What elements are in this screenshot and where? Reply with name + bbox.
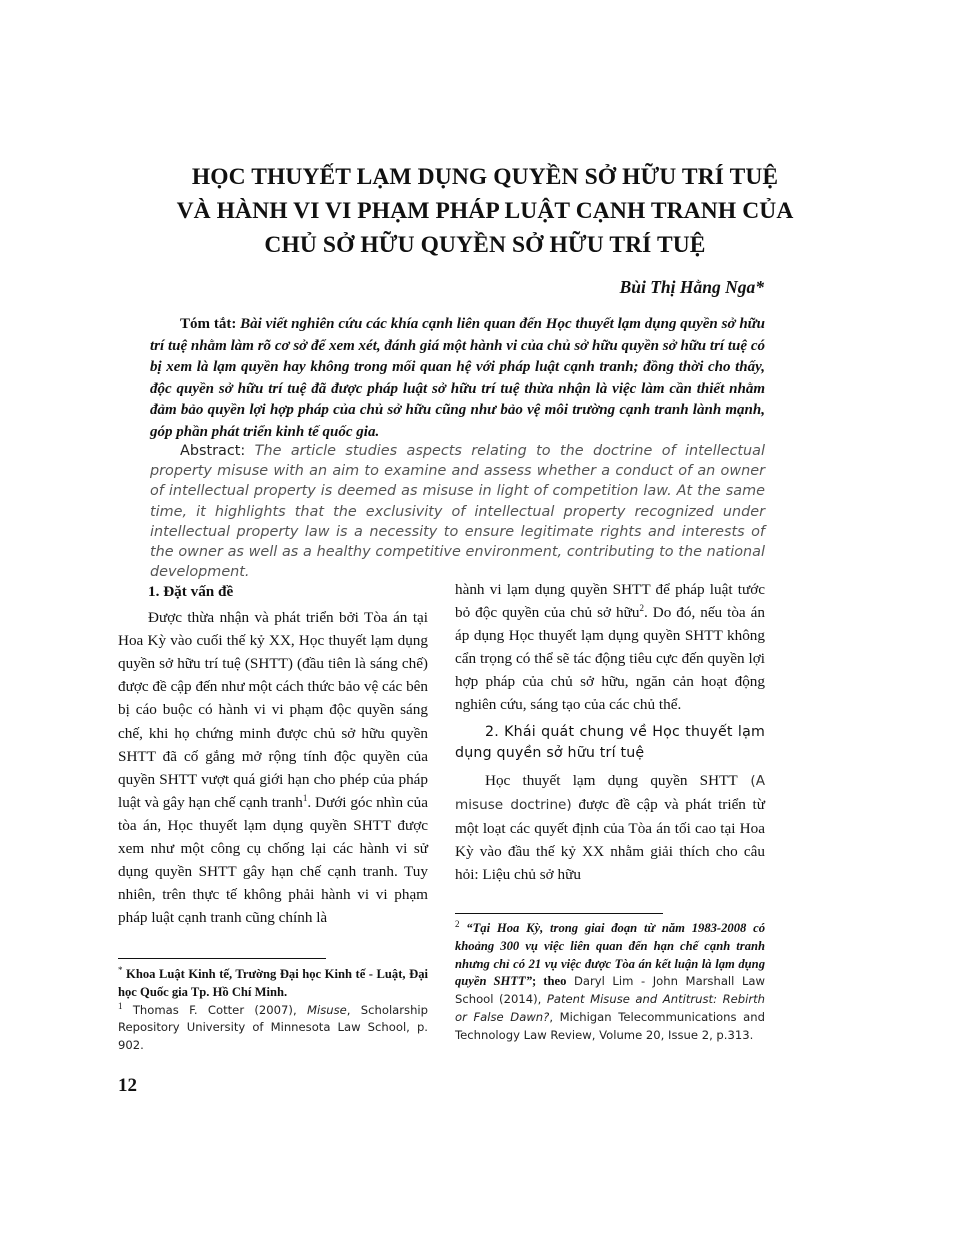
footnote-2-part-c: , Michigan Telecommunications and Technology Law Review, Volume 20, Issue 2, p.313. — [455, 1009, 765, 1042]
footnote-1-mark: 1 — [118, 1000, 123, 1011]
abstract-vietnamese — [150, 314, 765, 443]
author-name: Bùi Thị Hằng Nga* — [619, 277, 764, 297]
footnote-2-mark: 2 — [455, 918, 460, 929]
abstract-vi-label: Tóm tắt: — [180, 316, 237, 332]
title-line-1: HỌC THUYẾT LẠM DỤNG QUYỀN SỞ HỮU TRÍ TUỆ — [191, 164, 779, 190]
footnote-2-part-b: Daryl Lim - John Marshall Law School (2014), — [455, 974, 766, 1007]
section-1-paragraph — [118, 606, 428, 929]
footnote-2-part-a: ; theo — [532, 974, 567, 989]
title-line-3: CHỦ SỞ HỮU QUYỀN SỞ HỮU TRÍ TUỆ — [264, 232, 706, 258]
footnote-2-quote: “Tại Hoa Kỳ, trong giai đoạn từ năm 1983-2008 có khoảng 300 vụ việc liên quan đến hạn chế cạnh tranh nhưng chỉ có 21 vụ việc được Tòa án kết luận là lạm dụng quyền SHTT” — [455, 921, 765, 989]
footnote-2 — [455, 920, 765, 1045]
left-column — [118, 580, 428, 929]
section-2-heading: 2. Khái quát chung về Học thuyết lạm dụng quyền sở hữu trí tuệ — [455, 723, 765, 762]
para2-part-b: được đề cập và phát triển từ một loạt các quyết định của Tòa án tối cao tại Hoa Kỳ vào đầu thế kỷ XX nhằm giải thích cho câu hỏi: Liệu chủ sở hữu — [455, 795, 765, 883]
continued-paragraph — [455, 578, 765, 717]
section-1-number: 1. — [148, 583, 160, 600]
footnote-1 — [118, 1002, 428, 1055]
abstract-en-label: Abstract: — [180, 443, 246, 459]
title-line-2: VÀ HÀNH VI VI PHẠM PHÁP LUẬT CẠNH TRANH CỦA — [176, 198, 794, 224]
footnote-star-text: Khoa Luật Kinh tế, Trường Đại học Kinh tế - Luật, Đại học Quốc gia Tp. Hồ Chí Minh. — [118, 967, 428, 999]
footnote-divider-left — [118, 958, 326, 959]
footnote-star-mark: * — [118, 964, 123, 975]
footnote-divider-right — [455, 913, 663, 914]
cont-part-a: hành vi lạm dụng quyền SHTT để pháp luật tước bỏ độc quyền của chủ sở hữu — [455, 581, 765, 622]
footnotes-left — [118, 966, 428, 1055]
para2-english-term: (A misuse doctrine) — [455, 772, 765, 813]
para2-part-a: Học thuyết lạm dụng quyền SHTT — [485, 771, 738, 789]
section-2-paragraph — [455, 769, 765, 886]
para1-part-a: Được thừa nhận và phát triển bởi Tòa án tại Hoa Kỳ vào cuối thế kỷ XX, Học thuyết lạm dụng quyền sở hữu trí tuệ (SHTT) (đầu tiên là sáng chế) được đề cập đến như một cách thức bảo vệ các bên bị cáo buộc có hành vi vi phạm độc quyền sáng chế, khi họ chứng minh được chủ sở hữu quyền SHTT đã cố gắng mở rộng tính độc quyền của quyền SHTT vượt quá giới hạn cho phép của pháp luật và gây hạn chế cạnh tranh — [118, 609, 428, 811]
abstract-english — [150, 441, 765, 582]
cont-part-b: . Do đó, nếu tòa án áp dụng Học thuyết lạm dụng quyền SHTT không cẩn trọng có thể sẽ tác động tiêu cực đến quyền lợi hợp pháp của chủ sở hữu, ngăn cản hoạt động nghiên cứu, sáng tạo của các chủ thể. — [455, 604, 765, 714]
footnote-ref-2: 2 — [639, 603, 644, 614]
page-number: 12 — [118, 1075, 137, 1096]
footnote-2-title: Patent Misuse and Antitrust: Rebirth or False Dawn? — [455, 992, 765, 1024]
abstract-vi-text: Bài viết nghiên cứu các khía cạnh liên quan đến Học thuyết lạm dụng quyền sở hữu trí tuệ nhằm làm rõ cơ sở để xem xét, đánh giá một hành vi của chủ sở hữu quyền sở hữu trí tuệ có bị xem là lạm quyền hay không trong mối quan hệ với pháp luật cạnh tranh; đồng thời cho thấy, độc quyền sở hữu trí tuệ đã được pháp luật sở hữu trí tuệ thừa nhận là việc làm cần thiết nhằm đảm bảo quyền lợi hợp pháp của chủ sở hữu cũng như bảo vệ môi trường cạnh tranh lành mạnh, góp phần phát triển kinh tế quốc gia. — [150, 316, 765, 440]
footnote-author-affiliation — [118, 966, 428, 1002]
footnote-ref-1: 1 — [302, 792, 308, 803]
section-1-title: Đặt vấn đề — [163, 583, 234, 600]
article-title — [100, 160, 870, 262]
footnote-1-title: Misuse — [306, 1002, 347, 1017]
right-column — [455, 578, 765, 886]
para1-part-b: . Dưới góc nhìn của tòa án, Học thuyết lạm dụng quyền SHTT được xem như một công cụ chống lại các hành vi sử dụng quyền SHTT gây hạn chế cạnh tranh. Tuy nhiên, trên thực tế không phải hành vi vi phạm pháp luật cạnh tranh cũng chính là — [118, 793, 428, 927]
footnote-1-part-b: , Scholarship Repository University of Minnesota Law School, p. 902. — [118, 1002, 429, 1053]
footnotes-right — [455, 920, 765, 1045]
abstract-en-text: The article studies aspects relating to the doctrine of intellectual property misuse with an aim to examine and assess whether a conduct of an owner of intellectual property is deemed as misuse in light of competition law. At the same time, it highlights that the exclusivity of intellectual property recognized under intellectual property law is a necessity to ensure legitimate rights and interests of the owner as well as a healthy competitive environment, contributing to the national development. — [150, 443, 765, 581]
section-1-heading — [118, 580, 428, 603]
footnote-1-part-a: Thomas F. Cotter (2007), — [122, 1002, 307, 1017]
